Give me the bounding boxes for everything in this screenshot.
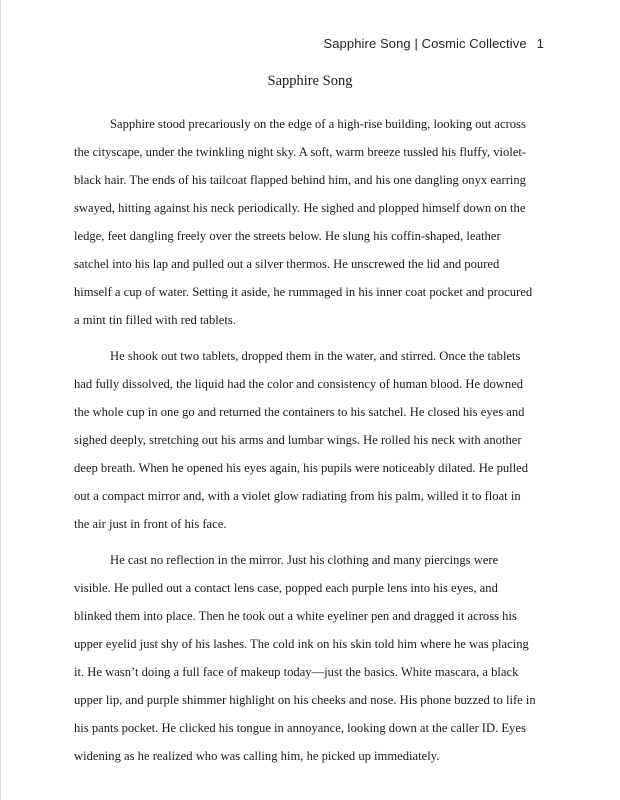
page-number: 1 bbox=[536, 36, 544, 51]
paragraph: He shook out two tablets, dropped them in the water, and stirred. Once the tablets had fully dissolved, the liquid had the color and consistency of human blood. He downed the whole cup in one go and returned the containers to his satchel. He closed his eyes and sighed deeply, stretching out his arms and lumbar wings. He rolled his neck with another deep breath. When he opened his eyes again, his pupils were noticeably dilated. He pulled out a compact mirror and, with a violet glow radiating from his palm, willed it to float in the air just in front of his face. bbox=[74, 349, 529, 531]
paragraph: Sapphire stood precariously on the edge of a high-rise building, looking out across the cityscape, under the twinkling night sky. A soft, warm breeze tussled his fluffy, violet-black hair. The ends of his tailcoat flapped behind him, and his one dangling onyx earring swayed, hitting against his neck periodically. He sighed and plopped himself down on the ledge, feet dangling freely over the streets below. He slung his coffin-shaped, leather satchel into his lap and pulled out a silver thermos. He unscrewed the lid and poured himself a cup of water. Setting it aside, he rummaged in his inner coat pocket and procured a mint tin filled with red tablets. bbox=[74, 117, 533, 327]
document-body bbox=[74, 110, 536, 778]
running-header bbox=[323, 36, 544, 51]
running-header-title: Sapphire Song | Cosmic Collective bbox=[323, 36, 527, 51]
document-title: Sapphire Song bbox=[267, 73, 353, 89]
paragraph: He cast no reflection in the mirror. Just his clothing and many piercings were visible. He pulled out a contact lens case, popped each purple lens into his eyes, and blinked them into place. Then he took out a white eyeliner pen and dragged it across his upper eyelid just shy of his lashes. The cold ink on his skin told him where he was placing it. He wasn’t doing a full face of makeup today—just the basics. White mascara, a black upper lip, and purple shimmer highlight on his cheeks and nose. His phone buzzed to life in his pants pocket. He clicked his tongue in annoyance, looking down at the caller ID. Eyes widening as he realized who was calling him, he picked up immediately. bbox=[74, 553, 536, 763]
page-edge bbox=[0, 0, 1, 800]
